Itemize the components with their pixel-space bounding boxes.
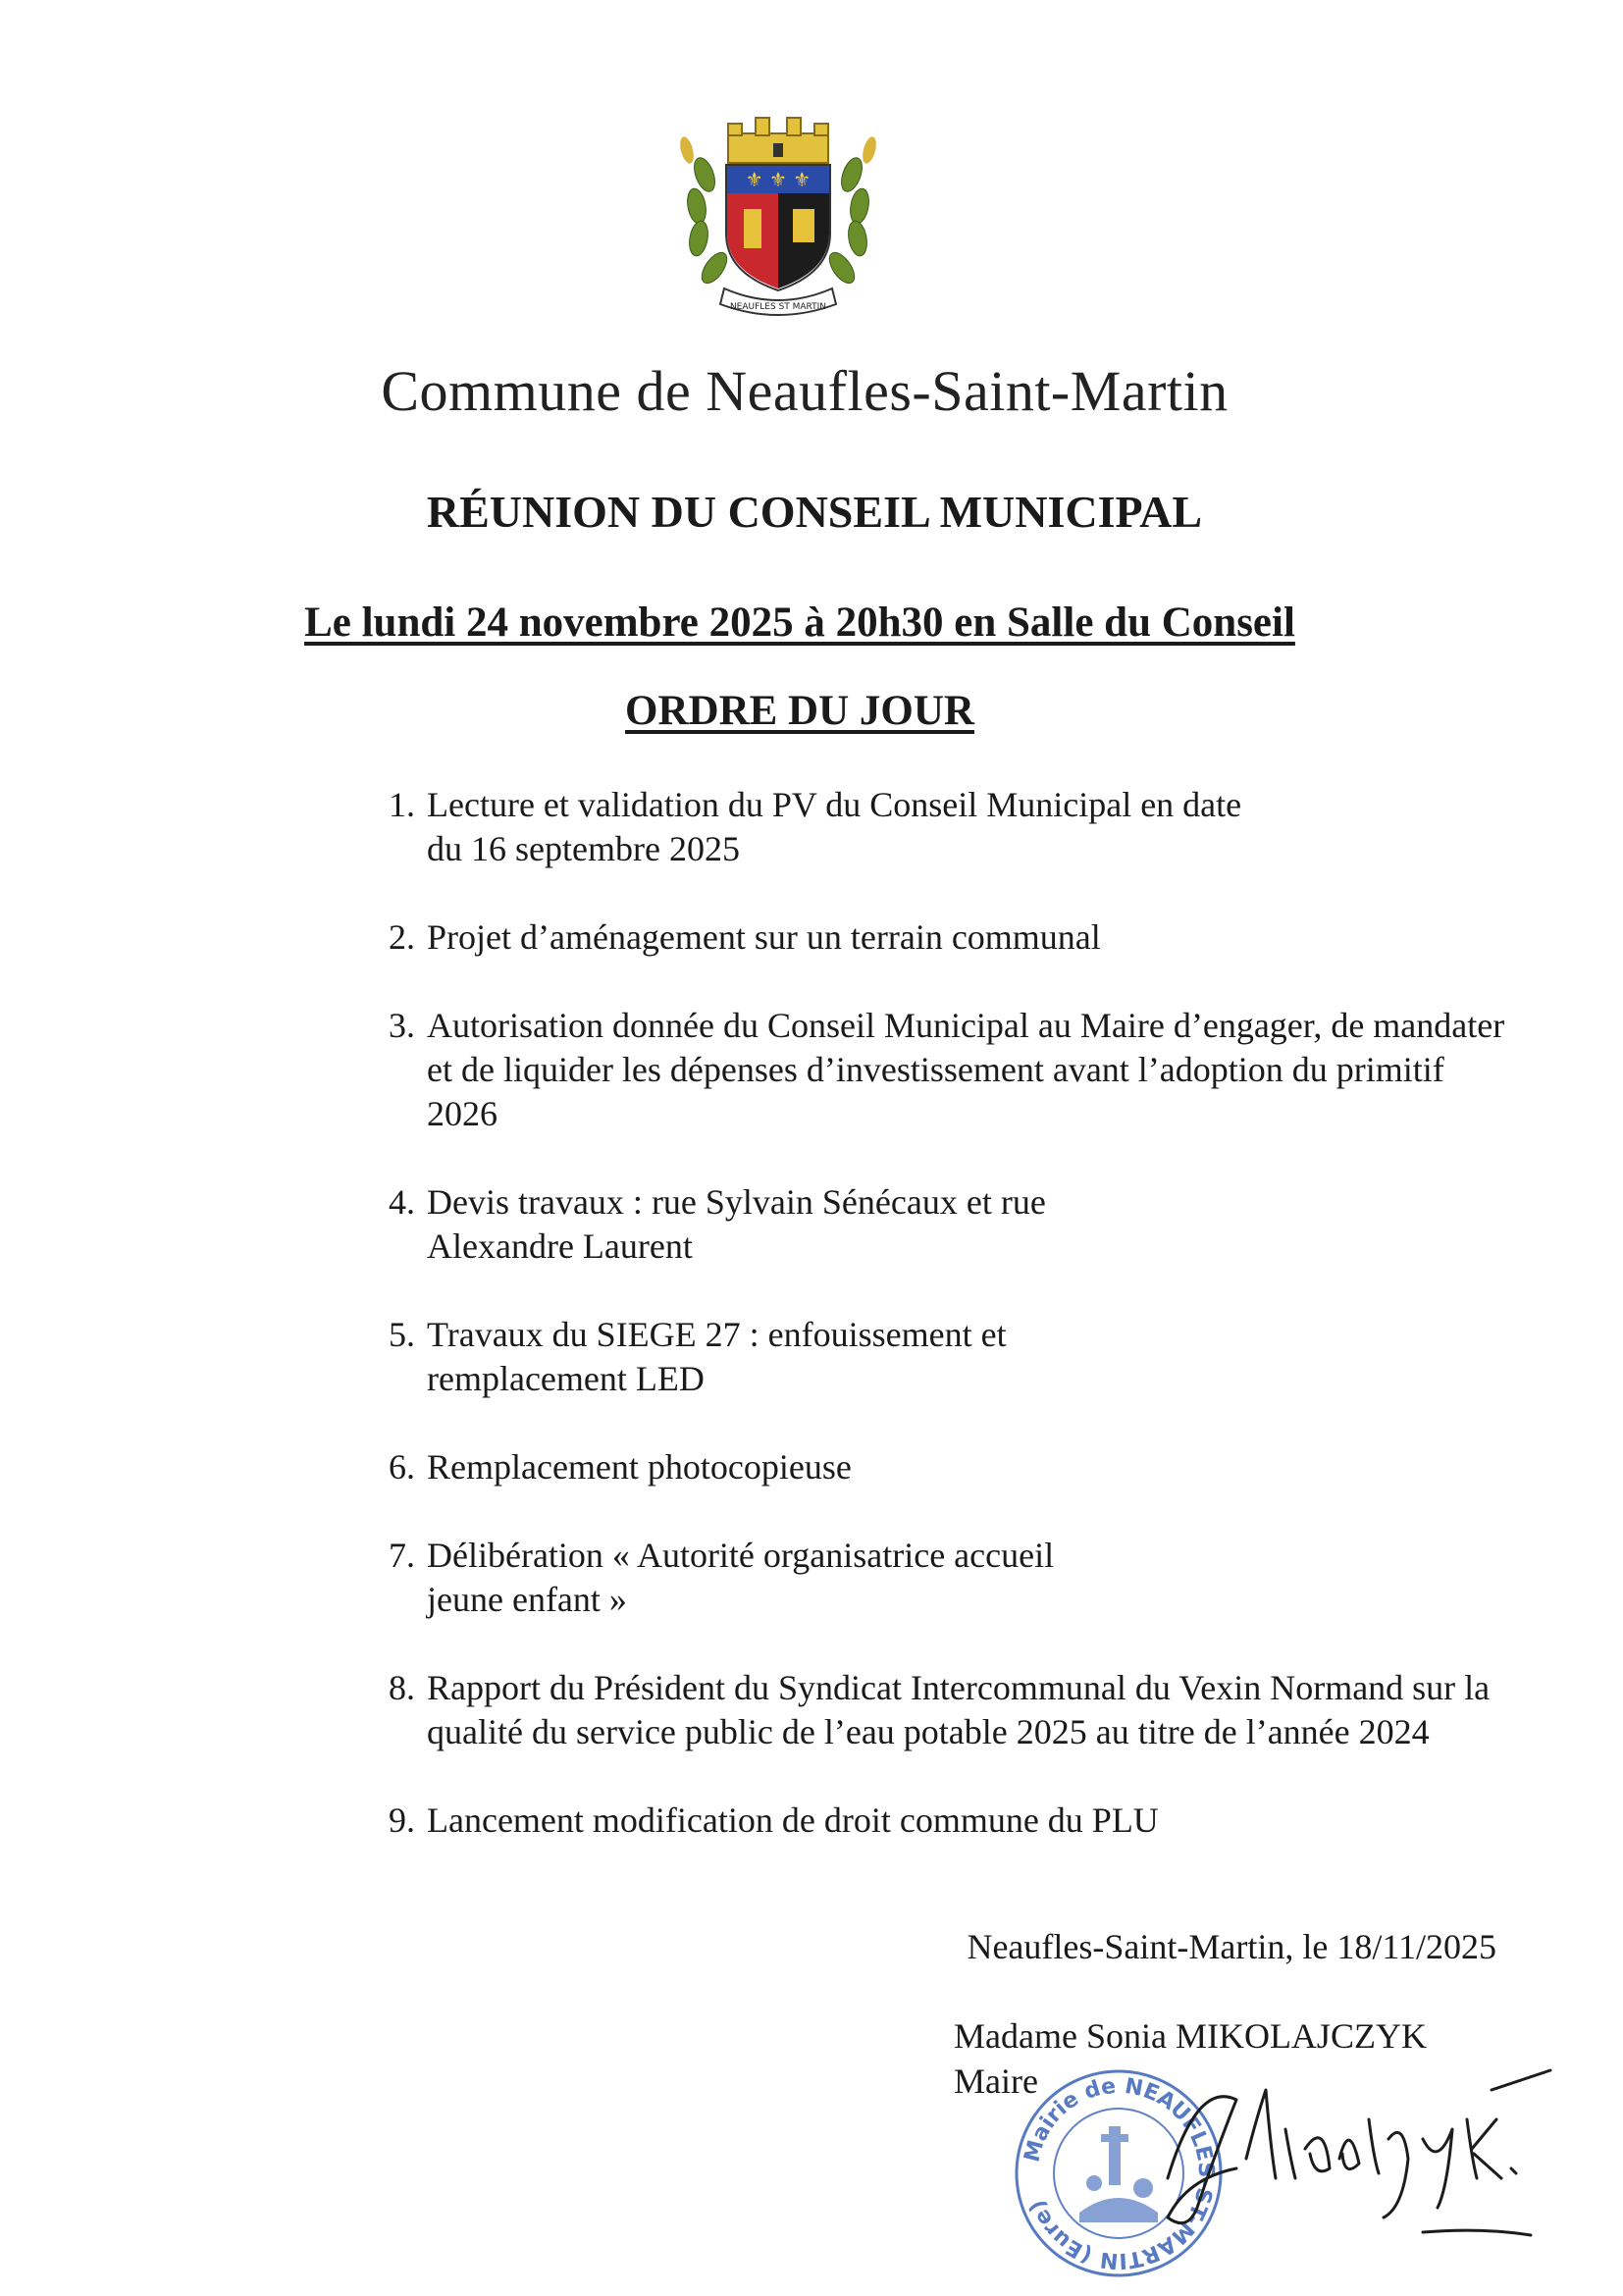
place-and-date: Neaufles-Saint-Martin, le 18/11/2025	[967, 1927, 1496, 1966]
agenda-item-number: 5.	[389, 1315, 415, 1354]
agenda-item-number: 9.	[389, 1800, 415, 1840]
agenda-item-text: Délibération « Autorité organisatrice accueil jeune enfant »	[427, 1536, 1055, 1619]
agenda-item-text: Rapport du Président du Syndicat Intercommunal du Vexin Normand sur la qualité du service public de l’eau potable 2025 au titre de l’année 2024	[427, 1668, 1491, 1751]
agenda-item	[358, 1180, 1506, 1269]
agenda-item	[358, 783, 1506, 871]
agenda-item	[358, 915, 1506, 960]
svg-text:⚜ ⚜ ⚜: ⚜ ⚜ ⚜	[745, 168, 812, 191]
meeting-title: RÉUNION DU CONSEIL MUNICIPAL	[426, 487, 1203, 537]
agenda-item	[358, 1445, 1506, 1489]
agenda-item-number: 7.	[389, 1536, 415, 1575]
agenda-item	[358, 1313, 1506, 1401]
agenda-item-number: 6.	[389, 1447, 415, 1487]
agenda-item	[358, 1666, 1506, 1754]
commune-title: Commune de Neaufles-Saint-Martin	[381, 359, 1229, 423]
agenda-item	[358, 1799, 1506, 1843]
agenda-item	[358, 1534, 1506, 1622]
agenda-item-text: Lecture et validation du PV du Conseil Municipal en date du 16 septembre 2025	[427, 785, 1242, 868]
meeting-date-line: Le lundi 24 novembre 2025 à 20h30 en Salle du Conseil	[304, 600, 1295, 646]
agenda-heading: ORDRE DU JOUR	[625, 688, 974, 734]
handwritten-signature-icon	[1128, 2061, 1560, 2237]
signatory-role: Maire	[954, 2061, 1038, 2101]
agenda-item-text: Remplacement photocopieuse	[427, 1447, 852, 1487]
agenda-item-text: Autorisation donnée du Conseil Municipal au Maire d’engager, de mandater et de liquider les dépenses d’investissement avant l’adoption du primitif 2026	[427, 1006, 1505, 1133]
agenda-item	[358, 1004, 1506, 1136]
agenda-item-number: 2.	[389, 917, 415, 957]
signatory-name: Madame Sonia MIKOLAJCZYK	[954, 2016, 1427, 2056]
svg-text:NEAUFLES ST MARTIN: NEAUFLES ST MARTIN	[729, 302, 827, 312]
coat-of-arms-icon	[667, 116, 889, 332]
agenda-item-number: 4.	[389, 1182, 415, 1222]
agenda-item-text: Devis travaux : rue Sylvain Sénécaux et rue Alexandre Laurent	[427, 1182, 1046, 1266]
agenda-item-number: 8.	[389, 1668, 415, 1707]
agenda-item-text: Lancement modification de droit commune du PLU	[427, 1800, 1159, 1840]
svg-text:Mairie de NEAUFLES-ST-MARTIN (: Mairie de NEAUFLES-ST-MARTIN (Eure)	[1020, 2073, 1219, 2273]
agenda-item-number: 3.	[389, 1006, 415, 1045]
agenda-item-text: Projet d’aménagement sur un terrain communal	[427, 917, 1101, 957]
agenda-item-number: 1.	[389, 785, 415, 824]
agenda-item-text: Travaux du SIEGE 27 : enfouissement et remplacement LED	[427, 1315, 1007, 1398]
agenda-list	[358, 783, 1506, 1887]
